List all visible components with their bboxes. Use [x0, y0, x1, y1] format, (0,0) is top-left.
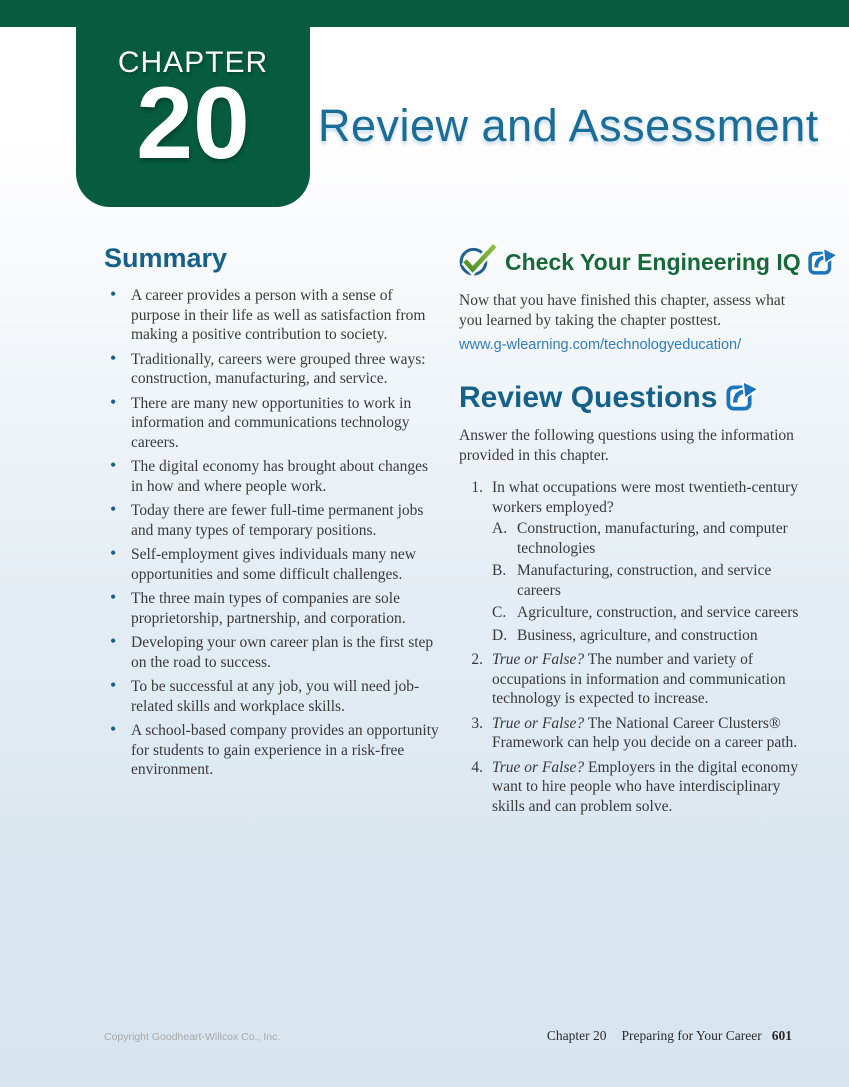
chapter-number: 20	[136, 66, 250, 180]
summary-heading: Summary	[104, 243, 228, 273]
summary-item: • A school-based company provides an opportunity for students to gain experience in a risk-free environment.	[104, 721, 440, 780]
summary-item: • The digital economy has brought about changes in how and where people work.	[104, 457, 440, 496]
review-questions-heading: Review Questions	[459, 380, 718, 414]
option-letter: A.	[492, 520, 508, 537]
summary-item: • Traditionally, careers were grouped three ways: construction, manufacturing, and service.	[104, 350, 440, 389]
option-item	[492, 519, 811, 558]
question-text: The number and variety of occupations in information and communication technology is expected to increase.	[492, 651, 786, 707]
option-text: Business, agriculture, and construction	[517, 626, 758, 644]
running-footer	[547, 1028, 792, 1044]
question-number: 3.	[471, 714, 483, 732]
question-item	[459, 758, 811, 817]
footer-chapter: Chapter 20	[546, 1028, 607, 1043]
option-text: Construction, manufacturing, and computer technologies	[517, 520, 788, 557]
right-column	[459, 243, 811, 821]
summary-item: • Self-employment gives individuals many new opportunities and some difficult challenges.	[104, 545, 440, 584]
summary-item: • There are many new opportunities to work in information and communications technology careers.	[104, 394, 440, 453]
question-item	[459, 714, 811, 753]
question-text: The National Career Clusters® Framework can help you decide on a career path.	[492, 714, 798, 751]
summary-list	[104, 286, 440, 780]
page-number: 601	[771, 1028, 792, 1043]
option-list	[492, 519, 811, 645]
review-questions-heading-row	[459, 378, 811, 417]
question-number: 2.	[471, 651, 483, 668]
question-number: 4.	[471, 758, 483, 776]
check-iq-heading: Check Your Engineering IQ	[505, 249, 801, 275]
option-item	[492, 626, 811, 646]
question-prefix: True or False?	[492, 714, 585, 732]
check-iq-body: Now that you have finished this chapter, assess what you learned by taking the chapter posttest.	[459, 292, 786, 329]
chapter-label: CHAPTER	[117, 46, 269, 79]
question-number: 1.	[471, 479, 483, 496]
option-text: Manufacturing, construction, and service careers	[517, 562, 772, 599]
summary-item: • To be successful at any job, you will need job-related skills and workplace skills.	[104, 677, 440, 716]
option-item	[492, 561, 811, 600]
check-circle-icon	[459, 243, 499, 282]
option-text: Agriculture, construction, and service careers	[517, 604, 799, 621]
footer-section: Preparing for Your Career	[621, 1028, 762, 1043]
summary-item: • Today there are fewer full-time permanent jobs and many types of temporary positions.	[104, 501, 440, 540]
question-text: In what occupations were most twentieth-century workers employed?	[492, 479, 799, 516]
summary-item: • The three main types of companies are sole proprietorship, partnership, and corporation.	[104, 589, 440, 628]
page-title: Review and Assessment	[318, 100, 819, 151]
option-letter: D.	[492, 626, 508, 644]
check-iq-heading-row	[459, 243, 811, 282]
question-prefix: True or False?	[492, 651, 585, 668]
question-item	[459, 650, 811, 709]
summary-item: • Developing your own career plan is the first step on the road to success.	[104, 633, 440, 672]
option-letter: B.	[492, 562, 507, 579]
option-letter: C.	[492, 604, 507, 621]
question-list	[459, 478, 811, 816]
option-item	[492, 603, 811, 623]
question-prefix: True or False?	[492, 758, 585, 776]
external-link-icon[interactable]	[807, 245, 838, 281]
chapter-tab	[76, 0, 310, 207]
copyright-notice: Copyright Goodheart-Willcox Co., Inc.	[104, 1031, 281, 1043]
external-link-icon[interactable]	[725, 378, 759, 417]
posttest-link[interactable]: www.g-wlearning.com/technologyeducation/	[459, 337, 742, 353]
summary-item: • A career provides a person with a sense of purpose in their life as well as satisfaction from making a positive contribution to society.	[104, 286, 440, 345]
question-item	[459, 478, 811, 645]
question-text: Employers in the digital economy want to hire people who have interdisciplinary skills and can problem solve.	[492, 758, 799, 815]
review-questions-intro: Answer the following questions using the information provided in this chapter.	[459, 427, 794, 464]
summary-section	[104, 243, 440, 785]
